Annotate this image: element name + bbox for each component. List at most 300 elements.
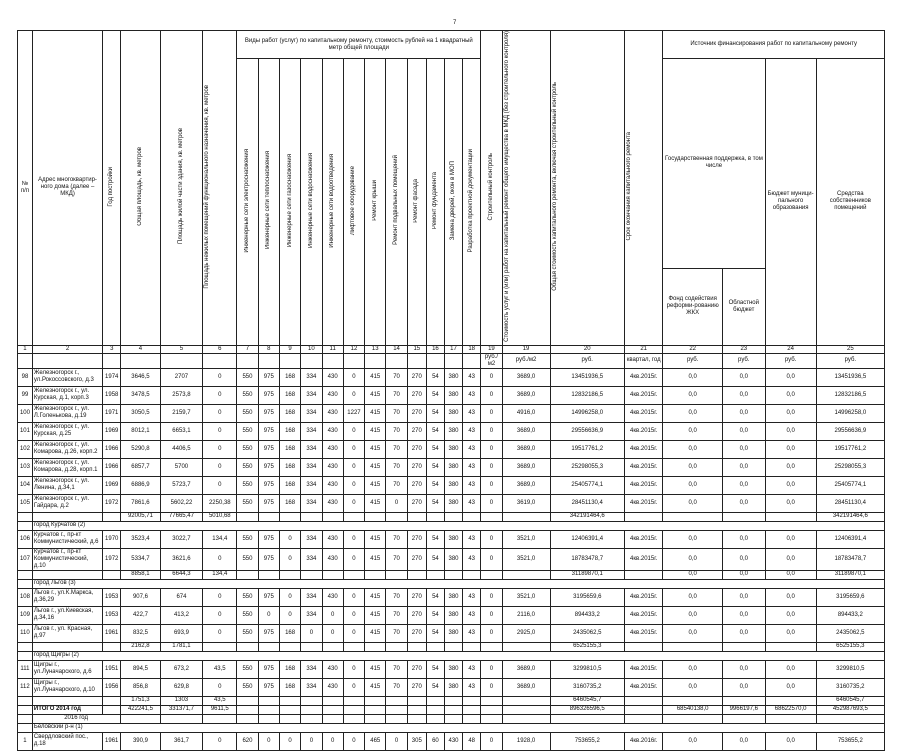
value-cell: 390,9 [121, 732, 160, 750]
header-row-1 [18, 31, 885, 59]
value-cell: 430 [322, 458, 343, 476]
column-number: 22 [663, 345, 723, 353]
section-label: город Льгов (3) [32, 579, 884, 588]
header-work-4: Инженерные сети водоснабжения [301, 59, 322, 346]
value-cell: 3521,0 [502, 530, 550, 548]
value-cell: 0,0 [663, 440, 723, 458]
table-row [18, 368, 885, 386]
header-fund: Фонд содействия реформи-рованию ЖКХ [663, 268, 723, 345]
year-label: 2016 год [32, 714, 120, 723]
value-cell: 0,0 [722, 678, 765, 696]
value-cell: 361,7 [160, 732, 203, 750]
column-number: 19 [502, 345, 550, 353]
unit-cell: руб. [663, 353, 723, 368]
value-cell: 907,6 [121, 588, 160, 606]
value-cell: 0 [343, 386, 364, 404]
value-cell: 380 [444, 458, 462, 476]
value-cell: 106 [18, 530, 33, 548]
value-cell: 415 [365, 368, 386, 386]
value-cell: 110 [18, 624, 33, 642]
value-cell: 0 [343, 588, 364, 606]
value-cell [444, 696, 462, 705]
value-cell: 620 [237, 732, 258, 750]
value-cell: 168 [279, 404, 300, 422]
value-cell [502, 570, 550, 579]
value-cell: 0 [343, 606, 364, 624]
value-cell [663, 512, 723, 521]
unit-cell: руб. [765, 353, 816, 368]
value-cell: 0,0 [765, 422, 816, 440]
value-cell: 1953 [103, 588, 121, 606]
column-number: 16 [426, 345, 444, 353]
column-number: 6 [203, 345, 237, 353]
value-cell: 3022,7 [160, 530, 203, 548]
header-work-2: Инженерные сети теплоснабжения [258, 59, 279, 346]
unit-cell: руб. [550, 353, 625, 368]
value-cell: 43 [463, 548, 481, 570]
value-cell: 77665,47 [160, 512, 203, 521]
value-cell: 415 [365, 678, 386, 696]
value-cell: 103 [18, 458, 33, 476]
value-cell: 168 [279, 624, 300, 642]
value-cell: 0 [343, 476, 364, 494]
column-number: 15 [407, 345, 426, 353]
value-cell: 0,0 [765, 548, 816, 570]
value-cell [103, 705, 121, 714]
value-cell: 54 [426, 368, 444, 386]
section-label: город Курчатов (2) [32, 521, 884, 530]
column-number: 12 [343, 345, 364, 353]
empty-cell [426, 714, 444, 723]
empty-cell [121, 714, 160, 723]
value-cell: 0 [481, 606, 502, 624]
value-cell: 975 [258, 404, 279, 422]
value-cell: 4кв.2015г. [625, 422, 663, 440]
value-cell: 334 [301, 368, 322, 386]
value-cell: 550 [237, 606, 258, 624]
value-cell: 12406391,4 [816, 530, 884, 548]
value-cell [463, 570, 481, 579]
value-cell: 334 [301, 494, 322, 512]
value-cell: 70 [386, 422, 407, 440]
unit-cell [103, 353, 121, 368]
value-cell: 380 [444, 476, 462, 494]
value-cell: 0 [301, 624, 322, 642]
value-cell [103, 570, 121, 579]
value-cell: 98 [18, 368, 33, 386]
value-cell: 25298055,3 [816, 458, 884, 476]
value-cell: 70 [386, 476, 407, 494]
value-cell: 92005,71 [121, 512, 160, 521]
address-cell: Щигры г., ул.Луначарского, д.6 [32, 660, 102, 678]
subtotal-row [18, 696, 885, 705]
value-cell: 0,0 [765, 458, 816, 476]
value-cell: 270 [407, 548, 426, 570]
value-cell: 0 [343, 660, 364, 678]
empty-cell [765, 714, 816, 723]
value-cell: 270 [407, 530, 426, 548]
value-cell: 430 [322, 386, 343, 404]
value-cell: 28451130,4 [816, 494, 884, 512]
value-cell [279, 705, 300, 714]
value-cell: 70 [386, 404, 407, 422]
value-cell: 14996258,0 [550, 404, 625, 422]
value-cell: 43,5 [203, 696, 237, 705]
value-cell: 334 [301, 440, 322, 458]
value-cell: 19517761,2 [550, 440, 625, 458]
value-cell: 43 [463, 368, 481, 386]
value-cell: 430 [322, 368, 343, 386]
value-cell: 0,0 [722, 404, 765, 422]
value-cell: 334 [301, 678, 322, 696]
value-cell [322, 570, 343, 579]
value-cell: 334 [301, 386, 322, 404]
value-cell [722, 512, 765, 521]
value-cell: 0 [481, 732, 502, 750]
value-cell [301, 570, 322, 579]
value-cell: 0 [343, 678, 364, 696]
value-cell [343, 705, 364, 714]
unit-cell [343, 353, 364, 368]
value-cell: 3689,0 [502, 422, 550, 440]
table-row [18, 458, 885, 476]
empty-cell [301, 714, 322, 723]
value-cell [481, 642, 502, 651]
value-cell: 0,0 [765, 588, 816, 606]
value-cell: 380 [444, 624, 462, 642]
address-cell: Железногорск г., ул. Комарова, д.28, корп.1 [32, 458, 102, 476]
value-cell: 31189870,1 [550, 570, 625, 579]
value-cell: 415 [365, 660, 386, 678]
value-cell: 4кв.2015г. [625, 404, 663, 422]
value-cell: 0,0 [663, 660, 723, 678]
address-cell [32, 696, 102, 705]
value-cell: 4406,5 [160, 440, 203, 458]
value-cell: 334 [301, 530, 322, 548]
column-number: 1 [18, 345, 33, 353]
value-cell: 28451130,4 [550, 494, 625, 512]
value-cell: 674 [160, 588, 203, 606]
value-cell: 0,0 [722, 422, 765, 440]
value-cell: 0,0 [765, 440, 816, 458]
empty-cell [203, 714, 237, 723]
value-cell: 4кв.2015г. [625, 548, 663, 570]
value-cell [258, 512, 279, 521]
value-cell: 12832186,5 [816, 386, 884, 404]
value-cell: 0,0 [765, 404, 816, 422]
value-cell: 270 [407, 422, 426, 440]
value-cell: 0,0 [663, 368, 723, 386]
value-cell [426, 512, 444, 521]
empty-cell [386, 714, 407, 723]
value-cell: 270 [407, 606, 426, 624]
value-cell: 0 [386, 732, 407, 750]
value-cell [237, 705, 258, 714]
value-cell [279, 570, 300, 579]
value-cell: 3299810,5 [816, 660, 884, 678]
value-cell [426, 705, 444, 714]
value-cell: 70 [386, 678, 407, 696]
address-cell: Свердловский пос., д.18 [32, 732, 102, 750]
value-cell: 334 [301, 458, 322, 476]
value-cell: 0,0 [765, 494, 816, 512]
value-cell: 0,0 [722, 732, 765, 750]
value-cell: 6644,3 [160, 570, 203, 579]
table-row [18, 678, 885, 696]
value-cell: 0 [481, 404, 502, 422]
header-work-8: Ремонт подвальных помещений [386, 59, 407, 346]
value-cell [18, 705, 33, 714]
value-cell: 18783478,7 [816, 548, 884, 570]
value-cell [625, 512, 663, 521]
value-cell [18, 570, 33, 579]
value-cell: 2162,8 [121, 642, 160, 651]
value-cell: 0 [343, 458, 364, 476]
value-cell: 0,0 [663, 494, 723, 512]
value-cell: 25298055,3 [550, 458, 625, 476]
value-cell: 4кв.2015г. [625, 386, 663, 404]
header-no: № п/п [18, 31, 33, 346]
value-cell [481, 705, 502, 714]
value-cell: 1953 [103, 606, 121, 624]
value-cell: 975 [258, 548, 279, 570]
value-cell: 415 [365, 530, 386, 548]
value-cell: 0,0 [765, 660, 816, 678]
unit-cell [365, 353, 386, 368]
value-cell: 0 [343, 440, 364, 458]
value-cell: 422241,5 [121, 705, 160, 714]
empty-cell [625, 714, 663, 723]
value-cell: 2435062,5 [816, 624, 884, 642]
value-cell [444, 705, 462, 714]
header-state-support: Государственная поддержка, в том числе [663, 59, 765, 269]
value-cell: 43 [463, 660, 481, 678]
value-cell [103, 642, 121, 651]
value-cell: 3619,0 [502, 494, 550, 512]
value-cell: 13451936,5 [550, 368, 625, 386]
value-cell [343, 696, 364, 705]
value-cell: 1958 [103, 386, 121, 404]
value-cell [258, 642, 279, 651]
value-cell: 550 [237, 548, 258, 570]
value-cell: 975 [258, 440, 279, 458]
value-cell: 14996258,0 [816, 404, 884, 422]
value-cell [18, 512, 33, 521]
value-cell: 1974 [103, 368, 121, 386]
value-cell [279, 696, 300, 705]
value-cell: 107 [18, 548, 33, 570]
value-cell: 0,0 [663, 732, 723, 750]
value-cell [301, 512, 322, 521]
value-cell: 54 [426, 678, 444, 696]
section-spacer [18, 521, 33, 530]
table-row [18, 548, 885, 570]
value-cell: 70 [386, 458, 407, 476]
value-cell [625, 642, 663, 651]
value-cell: 0,0 [765, 386, 816, 404]
column-number: 21 [625, 345, 663, 353]
value-cell [663, 642, 723, 651]
value-cell: 380 [444, 530, 462, 548]
value-cell: 3689,0 [502, 386, 550, 404]
value-cell [765, 696, 816, 705]
value-cell: 0,0 [765, 678, 816, 696]
value-cell: 856,8 [121, 678, 160, 696]
value-cell: 270 [407, 678, 426, 696]
value-cell [386, 512, 407, 521]
value-cell [322, 642, 343, 651]
value-cell: 168 [279, 476, 300, 494]
value-cell: 0 [203, 678, 237, 696]
value-cell: 0,0 [663, 530, 723, 548]
value-cell: 3478,5 [121, 386, 160, 404]
year-row [18, 714, 885, 723]
value-cell: 975 [258, 678, 279, 696]
value-cell: 112 [18, 678, 33, 696]
value-cell: 550 [237, 530, 258, 548]
address-cell: Льгов г., ул.К.Маркса, д.36,29 [32, 588, 102, 606]
unit-cell [322, 353, 343, 368]
value-cell: 0 [279, 548, 300, 570]
value-cell: 0 [203, 404, 237, 422]
value-cell: 1970 [103, 530, 121, 548]
value-cell [365, 705, 386, 714]
value-cell: 8012,1 [121, 422, 160, 440]
value-cell: 894,5 [121, 660, 160, 678]
value-cell: 4кв.2015г. [625, 660, 663, 678]
section-label: город Щигры (2) [32, 651, 884, 660]
column-number: 7 [237, 345, 258, 353]
header-total-cost: Общая стоимость капитального ремонта, включая строительный контроль [550, 31, 625, 346]
value-cell: 3689,0 [502, 440, 550, 458]
value-cell: 70 [386, 588, 407, 606]
value-cell: 1969 [103, 422, 121, 440]
value-cell: 1928,0 [502, 732, 550, 750]
value-cell: 342191464,6 [550, 512, 625, 521]
value-cell: 168 [279, 660, 300, 678]
value-cell [625, 570, 663, 579]
value-cell [343, 642, 364, 651]
value-cell: 1971 [103, 404, 121, 422]
value-cell: 0,0 [663, 548, 723, 570]
value-cell: 70 [386, 660, 407, 678]
column-number: 13 [365, 345, 386, 353]
value-cell: 3160735,2 [816, 678, 884, 696]
value-cell: 12832186,5 [550, 386, 625, 404]
value-cell: 550 [237, 624, 258, 642]
value-cell: 334 [301, 476, 322, 494]
header-living-area: Площадь жилой части здания, кв. метров [160, 31, 203, 346]
value-cell: 0 [481, 530, 502, 548]
value-cell: 270 [407, 440, 426, 458]
value-cell: 629,8 [160, 678, 203, 696]
value-cell: 2435062,5 [550, 624, 625, 642]
value-cell: 1303 [160, 696, 203, 705]
value-cell: 104 [18, 476, 33, 494]
value-cell [18, 642, 33, 651]
value-cell: 4кв.2015г. [625, 476, 663, 494]
column-number: 17 [444, 345, 462, 353]
value-cell: 380 [444, 678, 462, 696]
value-cell: 54 [426, 386, 444, 404]
value-cell: 0 [322, 624, 343, 642]
value-cell: 3195659,6 [816, 588, 884, 606]
unit-cell [258, 353, 279, 368]
column-number: 2 [32, 345, 102, 353]
value-cell: 3689,0 [502, 660, 550, 678]
value-cell: 43 [463, 530, 481, 548]
value-cell: 4916,0 [502, 404, 550, 422]
value-cell: 43 [463, 624, 481, 642]
value-cell: 2116,0 [502, 606, 550, 624]
value-cell: 975 [258, 386, 279, 404]
value-cell: 430 [322, 530, 343, 548]
value-cell: 0 [343, 530, 364, 548]
value-cell: 168 [279, 422, 300, 440]
value-cell: 134,4 [203, 530, 237, 548]
value-cell: 0 [343, 494, 364, 512]
value-cell: 430 [322, 440, 343, 458]
value-cell [463, 642, 481, 651]
unit-cell: руб. [816, 353, 884, 368]
value-cell: 43 [463, 678, 481, 696]
value-cell: 550 [237, 660, 258, 678]
unit-cell [32, 353, 102, 368]
table-row [18, 494, 885, 512]
value-cell: 415 [365, 440, 386, 458]
value-cell: 1956 [103, 678, 121, 696]
value-cell [722, 642, 765, 651]
value-cell: 430 [444, 732, 462, 750]
value-cell: 5700 [160, 458, 203, 476]
value-cell: 1966 [103, 440, 121, 458]
value-cell: 0 [481, 476, 502, 494]
column-number: 8 [258, 345, 279, 353]
value-cell [463, 705, 481, 714]
value-cell: 430 [322, 476, 343, 494]
value-cell: 0,0 [663, 476, 723, 494]
value-cell: 54 [426, 548, 444, 570]
value-cell: 0,0 [722, 548, 765, 570]
value-cell: 975 [258, 530, 279, 548]
value-cell: 43 [463, 606, 481, 624]
value-cell: 0,0 [663, 458, 723, 476]
address-cell [32, 642, 102, 651]
value-cell [426, 696, 444, 705]
header-work-3: Инженерные сети газоснабжения [279, 59, 300, 346]
value-cell: 0 [481, 624, 502, 642]
table-row [18, 660, 885, 678]
value-cell: 415 [365, 548, 386, 570]
empty-cell [258, 714, 279, 723]
value-cell: 0 [481, 440, 502, 458]
value-cell: 0 [481, 660, 502, 678]
value-cell: 550 [237, 678, 258, 696]
value-cell: 54 [426, 606, 444, 624]
value-cell: 99 [18, 386, 33, 404]
value-cell: 3523,4 [121, 530, 160, 548]
value-cell [279, 642, 300, 651]
value-cell: 380 [444, 386, 462, 404]
value-cell: 896326596,5 [550, 705, 625, 714]
value-cell: 0,0 [765, 732, 816, 750]
value-cell [103, 696, 121, 705]
value-cell: 9611,5 [203, 705, 237, 714]
value-cell: 331371,7 [160, 705, 203, 714]
value-cell: 109 [18, 606, 33, 624]
value-cell [258, 705, 279, 714]
value-cell: 550 [237, 440, 258, 458]
